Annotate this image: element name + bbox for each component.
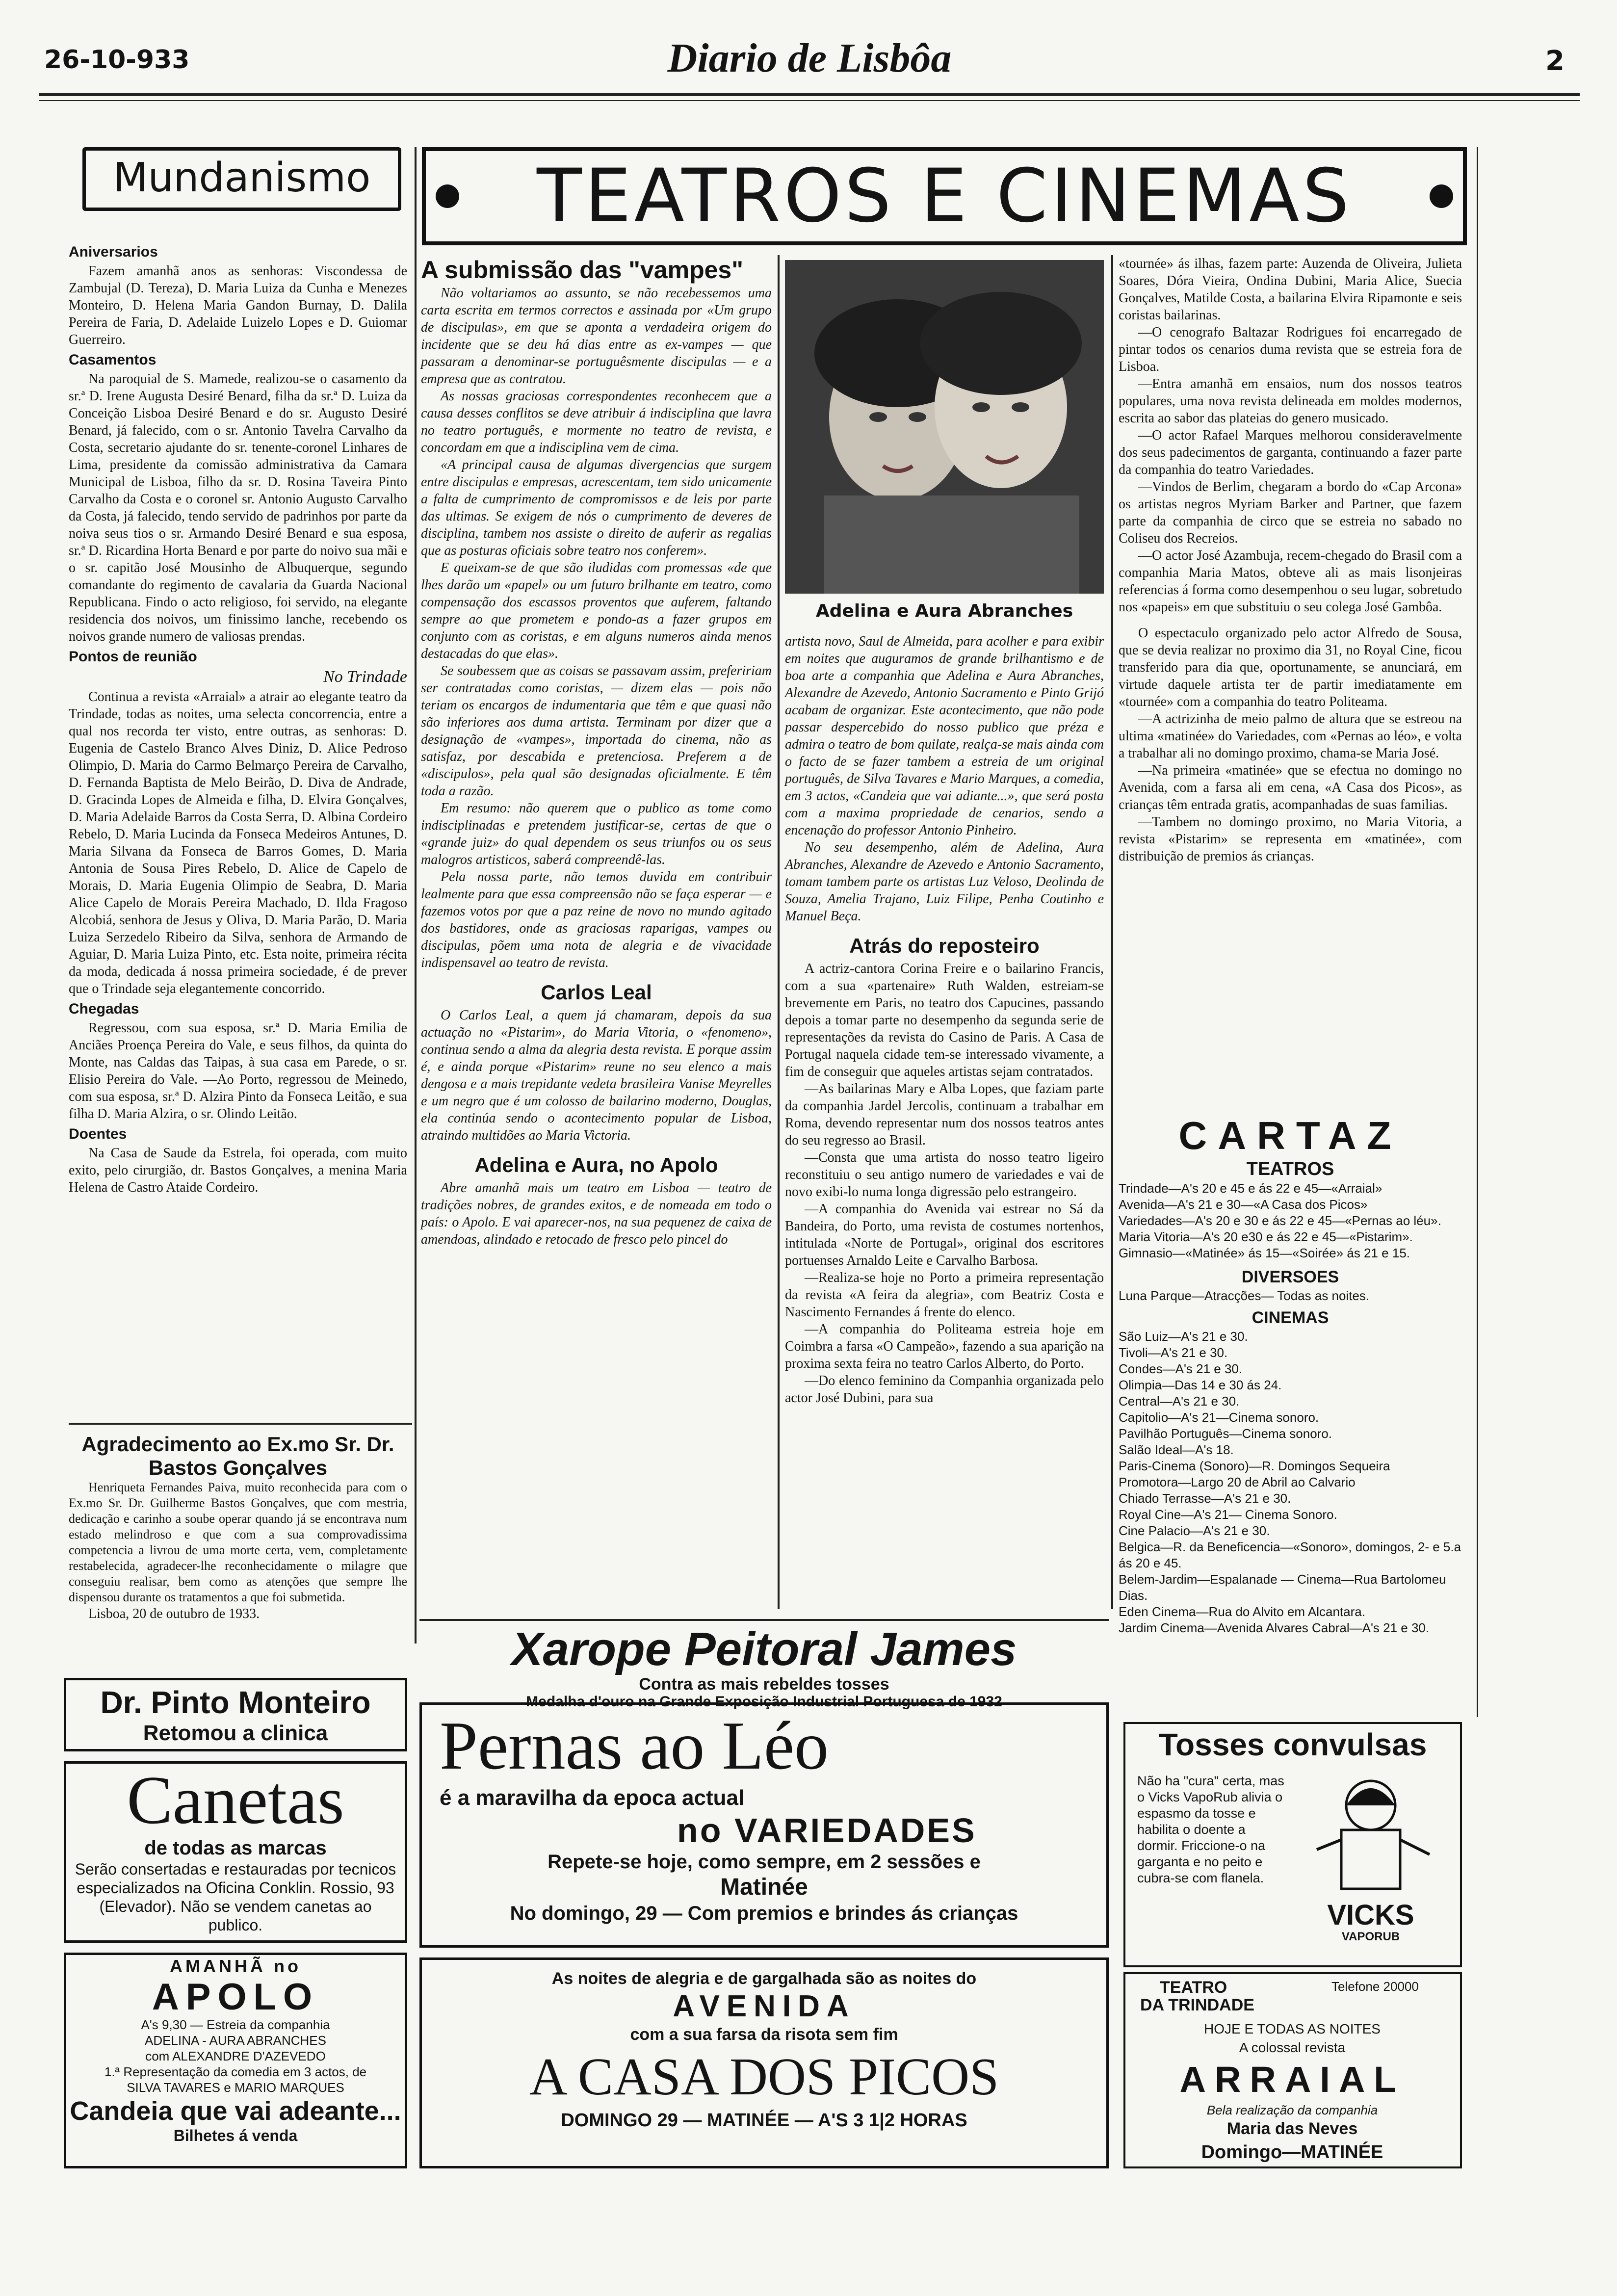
- reposteiro-p1: A actriz-cantora Corina Freire e o bailarino Francis, com a sua «partenaire» Ruth Walden, estreiam-se brevemente em Paris, no teatro dos Capucines, passando depois a tomar parte no desempenho da segunda serie de representações da revista do Casino de Paris. A Casa de Portugal naquela cidade tem-se interessado vivamente, a fim de conseguir que aqueles artistas sejam contratados.: [785, 961, 1104, 1079]
- ad-apolo: [64, 1953, 407, 2168]
- right-p3: —Entra amanhã em ensaios, num dos nossos teatros populares, uma nova revista delineada em moldes modernos, escrita ao sabor das plateias do genero musicado.: [1119, 376, 1462, 426]
- cartaz-diversoes-heading: DIVERSOES: [1241, 1268, 1339, 1286]
- cartaz-cinemas-list: [1119, 1329, 1462, 1636]
- vicks-brand-sub: VAPORUB: [1341, 1930, 1400, 1943]
- ad-trindade: [1123, 1972, 1462, 2168]
- vampes-p1: Não voltariamos ao assunto, se não recebessemos uma carta escrita em termos correctos e assinada por «Um grupo de discipulas», em que se aponta a verdadeira origem do incidente que se deu há dias entre as ex-vampes — que passaram a denominar-se portuguêsmente discipulas — e a empresa que as contratou.: [421, 286, 772, 387]
- ad-pinto-monteiro: [64, 1678, 407, 1751]
- doctor-name: Dr. Pinto Monteiro: [100, 1685, 371, 1720]
- canetas-text: Serão consertadas e restauradas por tecnicos especializados na Oficina Conklin. Rossio, 93 (Elevador). Não se vendem canetas ao publico.: [75, 1860, 396, 1934]
- canetas-subtitle: de todas as marcas: [144, 1837, 327, 1859]
- right-p1: «tournée» ás ilhas, fazem parte: Auzenda de Oliveira, Julieta Soares, Dóra Vieira, Ondina Dubini, Maria Alice, Suecia Gonçalves, Matilde Costa, a bailarina Elvira Ripamonte e seis coristas bailarinas.: [1119, 256, 1462, 323]
- trindade-line4: Maria das Neves: [1226, 2119, 1358, 2138]
- reposteiro-p4: —A companhia do Avenida vai estrear no Sá da Bandeira, do Porto, uma revista de costumes nortenhos, intitulada «Norte de Portugal», original dos escritores portuenses Arnaldo Leite e Carvalho Barbosa.: [785, 1201, 1104, 1268]
- trindade-theatre: TEATRO: [1160, 1978, 1227, 1997]
- ad-vicks: [1123, 1722, 1462, 1967]
- apolo-play: Candeia que vai adeante...: [70, 2096, 401, 2126]
- ad-pernas: [419, 1702, 1109, 1948]
- mundanismo-title: Mundanismo: [113, 155, 371, 201]
- newspaper-title: Diario de Lisbôa: [667, 35, 952, 81]
- cartaz-teatro-item: Gimnasio—«Matinée» ás 15—«Soirée» ás 21 e 15.: [1119, 1246, 1410, 1260]
- cartaz-cinema-item: Paris-Cinema (Sonoro)—R. Domingos Sequeira: [1119, 1459, 1390, 1473]
- cartaz-teatro-item: Avenida—A's 21 e 30—«A Casa dos Picos»: [1119, 1197, 1368, 1212]
- reposteiro-p2: —As bailarinas Mary e Alba Lopes, que faziam parte da companhia Jardel Jercolis, continuam a trabalhar em Roma, devendo representar num dos nossos teatros antes do seu regresso ao Brasil.: [785, 1081, 1104, 1148]
- apolo-amanha: [66, 1955, 405, 1978]
- cartaz-cinema-item: Belgica—R. da Beneficencia—«Sonoro», domingos, 2- e 5.a ás 20 e 45.: [1119, 1539, 1461, 1570]
- issue-date: 26-10-933: [44, 45, 190, 75]
- cartaz-diversao-item: Luna Parque—Atracções— Todas as noites.: [1119, 1288, 1370, 1303]
- pernas-line1: é a maravilha da epoca actual: [440, 1786, 745, 1810]
- vampes-p5: Se soubessem que as coisas se passavam assim, prefeririam ser contratadas como coristas, — dizem elas — pois não teriam os encargos de indumentaria que têm e que quasi não são inferiores aos duma artista. Terminam por dizer que a designação de «vampes», importada do cinema, não as satisfaz, por descabida e pretenciosa. Preferem a de «discipulos», pela qual são designadas oficialmente. E têm toda a razão.: [421, 663, 772, 799]
- right-p5: —Vindos de Berlim, chegaram a bordo do «Cap Arcona» os artistas negros Myriam Barker and Partner, que fazem parte da companhia de circo que se estreia no sabado no Coliseu dos Recreios.: [1119, 479, 1462, 546]
- right-p8: —A actrizinha de meio palmo de altura que se estreou na ultima «matinée» do Variedades, com «Pernas ao léo», e volta a trabalhar ali no domingo proximo, chama-se Maria José.: [1119, 711, 1462, 761]
- vampes-heading: A submissão das "vampes": [421, 256, 743, 284]
- leal-heading: Carlos Leal: [541, 981, 652, 1004]
- cartaz-teatro-item: Trindade—A's 20 e 45 e ás 22 e 45—«Arraial»: [1119, 1181, 1382, 1196]
- vampes-p2: As nossas graciosas correspondentes reconhecem que a causa desses conflitos se deve atribuir á indisciplina que lavra no teatro português, e mormente no teatro de revista, e concordam em que a indisciplina vem de cima.: [421, 389, 772, 455]
- vampes-p6: Em resumo: não querem que o publico as tome como indisciplinadas e pretendem justificar-se, certas de que o «grande juiz» do qual dependem os seus triunfos ou os seus malogros artisticos, saberá compreendê-las.: [421, 801, 772, 867]
- right-column: [1119, 255, 1462, 865]
- cartaz-title: CARTAZ: [1178, 1114, 1402, 1157]
- pernas-title: Pernas ao Léo: [440, 1708, 829, 1784]
- masthead-rule: [39, 93, 1580, 96]
- middle-column: [785, 633, 1104, 1407]
- doentes-heading: Doentes: [69, 1126, 127, 1142]
- apolo-no: no: [274, 1956, 301, 1976]
- trindade-theatre2: DA TRINDADE: [1140, 1996, 1254, 2014]
- page-number: 2: [1545, 45, 1565, 77]
- avenida-theatre: AVENIDA: [673, 1989, 856, 2023]
- trindade-title: ARRAIAL: [1179, 2059, 1405, 2100]
- doentes-text: Na Casa de Saude da Estrela, foi operada, com muito exito, pelo cirurgião, dr. Bastos Gonçalves, a menina Maria Helena de Castro Ataide Cordeiro.: [69, 1146, 407, 1195]
- middle-p2: No seu desempenho, além de Adelina, Aura Abranches, Alexandre de Azevedo e Antonio Sacramento, tomam tambem parte os artistas Luz Veloso, Deolinda de Souza, Amelia Trajano, Luiz Filipe, Penha Coutinho e Manuel Beça.: [785, 840, 1104, 924]
- column-rule-3: [1111, 255, 1113, 1609]
- apolo-line1: A's 9,30 — Estreia da companhia: [141, 2017, 330, 2032]
- ad-xarope: [419, 1619, 1109, 1710]
- vicks-title: Tosses convulsas: [1158, 1727, 1427, 1762]
- apolo-amanha-word: AMANHÃ: [170, 1956, 266, 1976]
- aniversarios-text: Fazem amanhã anos as senhoras: Viscondessa de Zambujal (D. Tereza), D. Maria Luiza da Cunha e Menezes Monteiro, D. Helena Maria Gandon Burnay, D. Dalila Pereira de Faria, D. Adelaide Luizelo Lopes e D. Guiomar Guerreiro.: [69, 263, 407, 347]
- ad-canetas: [64, 1761, 407, 1943]
- xarope-title: Xarope Peitoral James: [511, 1623, 1017, 1675]
- portrait-photo: [785, 260, 1104, 594]
- mundanismo-separator: [69, 1423, 412, 1425]
- right-p10: —Tambem no domingo proximo, no Maria Vitoria, a revista «Pistarim» se representa em «matinée», com distribuição de premios ás crianças.: [1119, 814, 1462, 864]
- cartaz-cinema-item: Salão Ideal—A's 18.: [1119, 1442, 1234, 1457]
- middle-p1: artista novo, Saul de Almeida, para acolher e para exibir em noites que auguramos de grande brilhantismo e de boa arte a companhia que Adelina e Aura Abranches, Alexandre de Azevedo, Antonio Sacramento e Pinto Grijó acabam de organizar. Este acontecimento, que não pode passar despercebido do nosso publico que préza e admira o teatro de bom quilate, realça-se mais ainda com o facto de se fazer tambem a estreia de um original português, de Silva Tavares e Mario Marques, a comedia, em 3 actos, «Candeia que vai adiante...», que será posta com a maxima propriedade de cenarios, sendo a encenação do professor Antonio Pinheiro.: [785, 634, 1104, 838]
- apolo-line3: com ALEXANDRE D'AZEVEDO: [145, 2049, 326, 2063]
- cartaz-cinema-item: Chiado Terrasse—A's 21 e 30.: [1119, 1491, 1291, 1506]
- right-p7: O espectaculo organizado pelo actor Alfredo de Sousa, que se devia realizar no proximo dia 31, no Royal Cine, ficou transferido para dia que, oportunamente, se anunciará, em virtude daquele artista ter de partir imediatamente em «tournée» com a companhia do teatro Politeama.: [1119, 626, 1462, 709]
- pernas-line2: no VARIEDADES: [677, 1811, 977, 1850]
- photo-caption: Adelina e Aura Abranches: [815, 601, 1073, 621]
- cartaz-teatro-item: Variedades—A's 20 e 30 e ás 22 e 45—«Pernas ao léu».: [1119, 1213, 1441, 1228]
- right-p4: —O actor Rafael Marques melhorou consideravelmente dos seus padecimentos de garganta, continuando a fazer parte da companhia do teatro Variedades.: [1119, 428, 1462, 477]
- mundanismo-column: [69, 240, 407, 1196]
- apolo-line2: ADELINA - AURA ABRANCHES: [145, 2033, 326, 2048]
- avenida-line2: com a sua farsa da risota sem fim: [630, 2025, 898, 2044]
- masthead-rule-thin: [39, 100, 1580, 101]
- mundanismo-title-box: [82, 147, 401, 211]
- cartaz-cinema-item: Tivoli—A's 21 e 30.: [1119, 1345, 1228, 1360]
- vicks-brand: VICKS: [1327, 1899, 1414, 1931]
- cartaz-teatros-list: [1119, 1180, 1462, 1261]
- avenida-line1: As noites de alegria e de gargalhada são as noites do: [551, 1969, 977, 1988]
- trindade-line5: Domingo—MATINÉE: [1201, 2142, 1383, 2163]
- cartaz-teatros-heading: TEATROS: [1246, 1159, 1334, 1179]
- clinic-line: Retomou a clinica: [143, 1721, 328, 1745]
- reposteiro-p6: —A companhia do Politeama estreia hoje em Coimbra a farsa «O Campeão», fazendo a sua aparição na proxima sexta feira no teatro Carlos Alberto, do Porto.: [785, 1322, 1104, 1371]
- apolo-line4: 1.ª Representação da comedia em 3 actos, de: [104, 2064, 367, 2079]
- leal-text: O Carlos Leal, a quem já chamaram, depois da sua actuação no «Pistarim», do Maria Vitoria, o «fenomeno», continua sendo a alma da alegria desta revista. E porque assim é, e ainda porque «Pistarim» reune no seu elenco a mais dengosa e a mais trepidante vedeta brasileira Vanise Meyrelles e um negro que é um colosso de bailarino moderno, Douglas, ela continúa sendo o acontecimento popular de Lisboa, atraindo multidões ao Maria Victoria.: [421, 1008, 772, 1143]
- agradecimento-signature: Lisboa, 20 de outubro de 1933.: [88, 1606, 260, 1621]
- cartaz-cinema-item: Royal Cine—A's 21— Cinema Sonoro.: [1119, 1507, 1337, 1522]
- avenida-title: A CASA DOS PICOS: [529, 2048, 999, 2106]
- cartaz-diversoes-list: [1119, 1288, 1462, 1304]
- pontos-heading: Pontos de reunião: [69, 649, 197, 665]
- cartaz-cinema-item: Olimpia—Das 14 e 30 ás 24.: [1119, 1378, 1282, 1392]
- trindade-line2: A colossal revista: [1239, 2040, 1346, 2055]
- trindade-line1: HOJE E TODAS AS NOITES: [1204, 2021, 1381, 2036]
- casamentos-heading: Casamentos: [69, 352, 156, 368]
- canetas-title: Canetas: [127, 1762, 344, 1838]
- pontos-text: Continua a revista «Arraial» a atrair ao elegante teatro da Trindade, todas as noites, uma selecta concorrencia, entre a qual nos recorda ter visto, entre outras, as senhoras: D. Eugenia de Castelo Branco Alves Diniz, D. Alice Pedroso Olimpio, D. Maria do Carmo Belmarço Pereira de Carvalho, D. Fernanda Baptista de Melo Beirão, D. Diva de Andrade, D. Gracinda Lopes de Almeida e filha, D. Elvira Gonçalves, D. Maria Adelaide Barros da Costa Serra, D. Albina Cordeiro Rebelo, D. Maria Lucinda da Fonseca Medeiros Antunes, D. Maria Silvana da Fonseca de Barros Gomes, D. Maria Antonia de Sousa Pires Rebelo, D. Alice de Capelo de Morais, D. Maria Eugenia Olimpio de Seabra, D. Maria Alice Capelo de Morais Pereira Machado, D. Ilda Fragoso Alcobiá, senhora de Jesus y Oliva, D. Maria Parão, D. Maria Luiza Serzedelo Ribeiro da Silva, senhora de Armando de Aguiar, D. Maria Luiza Pinto, etc. Esta noite, primeira récita da moda, dedicada á nossa primeira sociedade, é de prever que o Trindade seja elegantemente concorrido.: [69, 689, 407, 996]
- cartaz-cinema-item: Condes—A's 21 e 30.: [1119, 1361, 1243, 1376]
- trindade-line3: Bela realização da companhia: [1206, 2103, 1378, 2117]
- right-p2: —O cenografo Baltazar Rodrigues foi encarregado de pintar todos os cenarios duma revista que se estreia fora de Lisboa.: [1119, 325, 1462, 374]
- pernas-line3: Repete-se hoje, como sempre, em 2 sessões e: [548, 1851, 981, 1873]
- apolo-article-heading: Adelina e Aura, no Apolo: [474, 1153, 718, 1176]
- cartaz-cinema-item: Jardim Cinema—Avenida Alvares Cabral—A's 21 e 30.: [1119, 1620, 1430, 1635]
- cartaz-cinema-item: Promotora—Largo 20 de Abril ao Calvario: [1119, 1475, 1356, 1489]
- cartaz-cinema-item: Capitolio—A's 21—Cinema sonoro.: [1119, 1410, 1319, 1425]
- cartaz-teatro-item: Maria Vitoria—A's 20 e30 e ás 22 e 45—«Pistarim».: [1119, 1229, 1413, 1244]
- apolo-article-text: Abre amanhã mais um teatro em Lisboa — teatro de tradições nobres, de grandes exitos, e de nomeada em todo o país: o Apolo. E vai aparecer-nos, na sua pequenez de caixa de amendoas, alindado e retocado de fresco pelo pincel do: [421, 1180, 772, 1247]
- pernas-line4: Matinée: [720, 1874, 808, 1900]
- vampes-p4: E queixam-se de que são iludidas com promessas «de que lhes darão um «papel» ou um futuro brilhante em teatro, como compensação dos escassos proventos que auferem, faltando sempre ao que prometem e pondo-as a fazer grupos em conjunto com as coristas, e em alguns numeros ainda menos destacadas do que elas».: [421, 560, 772, 661]
- chegadas-text: Regressou, com sua esposa, sr.ª D. Maria Emilia de Anciães Proença Pereira do Vale, e seus filhos, da quinta do Monte, nas Caldas das Taipas, à sua casa em Parede, o sr. Elisio Pereira do Vale. —Ao Porto, regressou de Meinedo, com sua esposa, sr.ª D. Alzira Pinto da Fonseca Leitão, e sua filha D. Maria Alzira, o sr. Olindo Leitão.: [69, 1020, 407, 1122]
- portrait-image: [785, 260, 1104, 594]
- agradecimento-heading: Agradecimento ao Ex.mo Sr. Dr. Bastos Gonçalves: [81, 1433, 394, 1479]
- cartaz-cinema-item: Belem-Jardim—Espalanade — Cinema—Rua Bartolomeu Dias.: [1119, 1572, 1446, 1603]
- cartaz-cinema-item: Cine Palacio—A's 21 e 30.: [1119, 1523, 1270, 1538]
- vicks-illustration-icon: [1287, 1771, 1454, 1899]
- avenida-line3: DOMINGO 29 — MATINÉE — A'S 3 1|2 HORAS: [561, 2110, 967, 2131]
- agradecimento-block: [69, 1433, 407, 1622]
- right-p9: —Na primeira «matinée» que se efectua no domingo no Avenida, com a farsa ali em cena, «A Casa dos Picos», as crianças têm entrada gratis, acompanhadas de suas familias.: [1119, 763, 1462, 812]
- cartaz-cinema-item: Pavilhão Português—Cinema sonoro.: [1119, 1426, 1332, 1441]
- xarope-line1: Contra as mais rebeldes tosses: [639, 1675, 889, 1694]
- vampes-p3: «A principal causa de algumas divergencias que surgem entre discipulas e empresas, acrescentam, tem sido unicamente a falta de cumprimento de compromissos e de leis por parte das ultimas. Se exigem de nós o cumprimento de deveres de disciplina, tambem nos assiste o direito de auferir as regalias que as posturas oficiais sobre teatro nos conferem».: [421, 457, 772, 558]
- reposteiro-heading: Atrás do reposteiro: [849, 934, 1040, 957]
- column-rule-2: [778, 255, 780, 1609]
- right-p6: —O actor José Azambuja, recem-chegado do Brasil com a companhia Maria Matos, obteve ali as mais lisonjeiras referencias á forma como desempenhou o seu lugar, sobretudo nos «papeis» em que substituiu o seu colega José Gambôa.: [1119, 548, 1462, 615]
- cartaz-block: [1119, 1114, 1462, 1636]
- agradecimento-text: Henriqueta Fernandes Paiva, muito reconhecida para com o Ex.mo Sr. Dr. Guilherme Bastos Gonçalves, que com mestria, dedicação e carinho a soube operar quando já se encontrava num estado melindroso e que com a sua comprovadissima competencia a livrou de uma morte certa, vem, completamente restabelecida, agradecer-lhe reconhecidamente o milagre que conseguiu realisar, bem como as atenções que sempre lhe dispensou durante os tratamentos a que foi submetida.: [69, 1480, 407, 1604]
- pontos-subheading: No Trindade: [323, 668, 407, 686]
- reposteiro-p5: —Realiza-se hoje no Porto a primeira representação da revista «A feira da alegria», com Beatriz Costa e Nascimento Fernandes á frente do elenco.: [785, 1270, 1104, 1320]
- column-rule-1: [415, 147, 417, 1644]
- vicks-text: Não ha "cura" certa, mas o Vicks VapoRub alivia o espasmo da tosse e habilita o doente a dormir. Friccione-o na garganta e no peito e cubra-se com flanela.: [1137, 1774, 1284, 1885]
- cartaz-cinema-item: Eden Cinema—Rua do Alvito em Alcantara.: [1119, 1604, 1365, 1619]
- bullet-icon-right: [1430, 184, 1453, 208]
- vampes-column: [421, 255, 772, 1248]
- apolo-line5: SILVA TAVARES e MARIO MARQUES: [127, 2080, 344, 2095]
- bullet-icon-left: [436, 184, 459, 208]
- reposteiro-p3: —Consta que uma artista do nosso teatro ligeiro reconstituiu o seu antigo numero de variedades e vai de novo exibi-lo numa longa digressão pelo estrangeiro.: [785, 1150, 1104, 1200]
- column-rule-4: [1477, 147, 1478, 1717]
- trindade-phone: Telefone 20000: [1331, 1979, 1419, 1994]
- xarope-line2: Medalha d'ouro na Grande Exposição Industrial Portuguesa de 1932: [526, 1694, 1002, 1710]
- casamentos-text: Na paroquial de S. Mamede, realizou-se o casamento da sr.ª D. Irene Augusta Desiré Benard, filha da sr.ª D. Luiza da Conceição Lisboa Desiré Benard e do sr. Augusto Desiré Benard, já falecido, com o sr. Antonio Tavelra Carvalho da Costa, secretario ajudante do sr. tenente-coronel Linhares de Lima, presidente da comissão administrativa da Camara Municipal de Lisboa, filho da sr. D. Rosina Taveira Pinto Carvalho da Costa e o coronel sr. Antonio Augusto Carvalho da Costa, já falecido, tendo servido de padrinhos por parte da noiva seus tios o sr. Armando Desiré Benard e sua esposa, sr.ª D. Ricardina Horta Benard e por parte do noivo sua mãi e o sr. capitão José Mousinho de Albuquerque, segundo comandante do regimento de cavalaria da Guarda Nacional Republicana. Findo o acto religioso, foi servido, na elegante residencia dos noivos, um finissimo lanche, recebendo os noivos grande numero de valiosas prendas.: [69, 371, 407, 644]
- ad-avenida: [419, 1957, 1109, 2168]
- teatros-banner-title: TEATROS E CINEMAS: [537, 154, 1352, 239]
- chegadas-heading: Chegadas: [69, 1001, 139, 1017]
- cartaz-cinemas-heading: CINEMAS: [1252, 1308, 1329, 1327]
- aniversarios-heading: Aniversarios: [69, 244, 158, 260]
- apolo-tickets: Bilhetes á venda: [173, 2127, 298, 2144]
- vampes-p7: Pela nossa parte, não temos duvida em contribuir lealmente para que essa compreensão não se faça esperar — e fazemos votos por que a paz reine de novo no mundo agitado dos bastidores, onde as graciosas raparigas, vampes ou discipulas, põem uma nota de alegria e de vivacidade indispensavel ao teatro de revista.: [421, 869, 772, 970]
- reposteiro-p7: —Do elenco feminino da Companhia organizada pelo actor José Dubini, para sua: [785, 1373, 1104, 1406]
- apolo-theatre: APOLO: [152, 1976, 319, 2018]
- cartaz-cinema-item: Central—A's 21 e 30.: [1119, 1394, 1240, 1409]
- teatros-banner: [422, 147, 1467, 245]
- cartaz-cinema-item: São Luiz—A's 21 e 30.: [1119, 1329, 1248, 1344]
- pernas-line5: No domingo, 29 — Com premios e brindes ás crianças: [510, 1903, 1018, 1924]
